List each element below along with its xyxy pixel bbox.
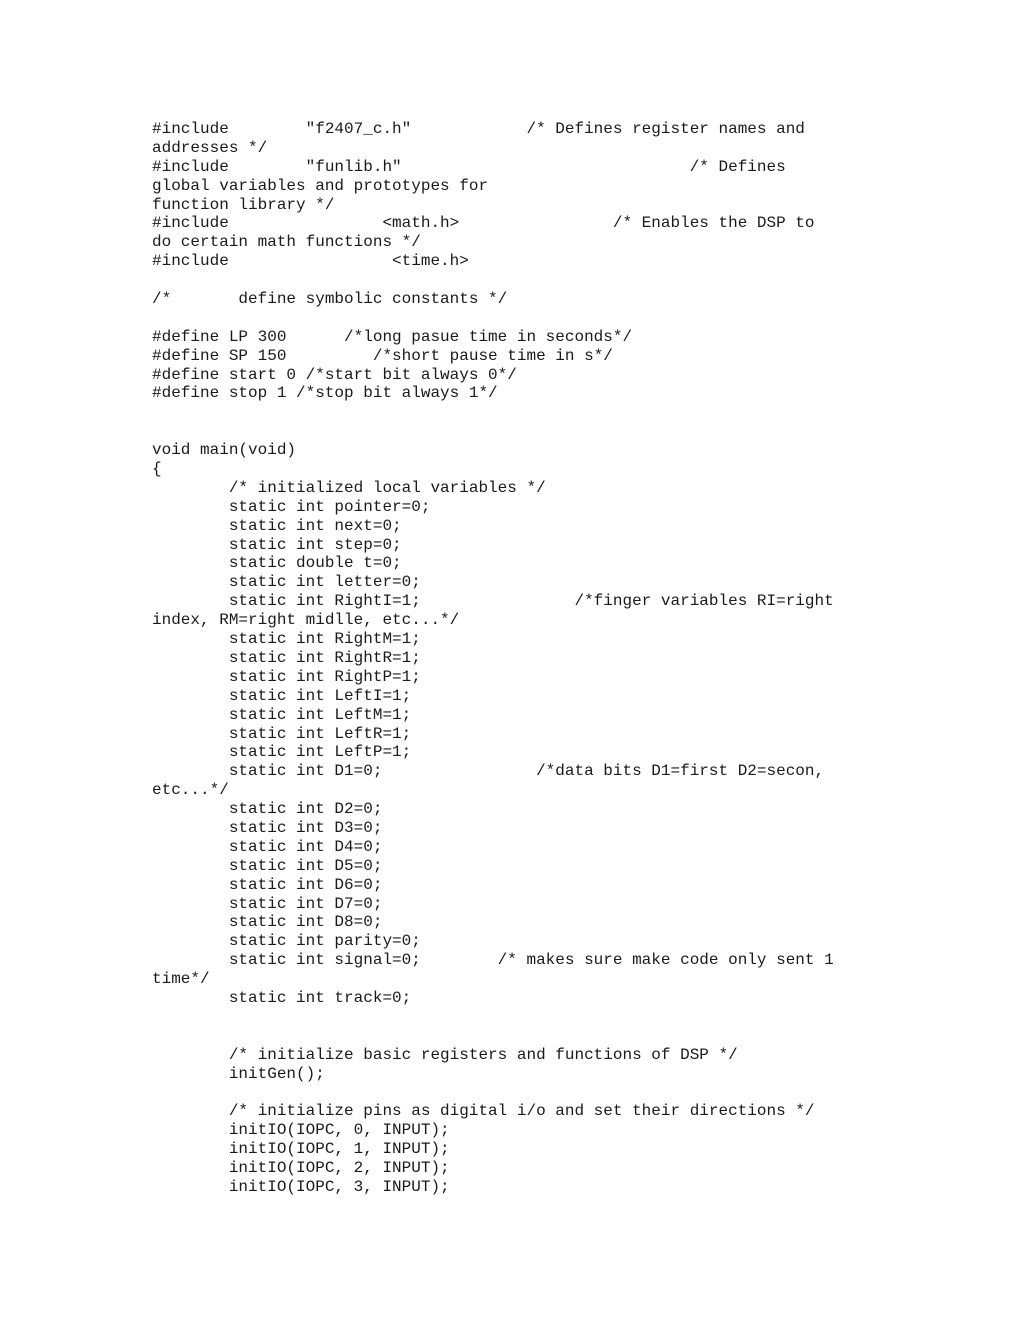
code-line: static int step=0;: [152, 535, 402, 554]
code-line: static int D7=0;: [152, 894, 383, 913]
code-line: [152, 403, 892, 422]
code-line: [152, 271, 892, 290]
code-line: static int LeftM=1;: [152, 705, 412, 724]
code-line: do certain math functions */: [152, 233, 421, 252]
code-line: static int RightM=1;: [152, 630, 421, 649]
code-line: [152, 1083, 892, 1102]
code-line: #include "funlib.h" /* Defines: [152, 157, 786, 176]
code-line: #include "f2407_c.h" /* Defines register names and: [152, 120, 805, 138]
code-line: etc...*/: [152, 781, 229, 800]
code-line: static int signal=0; /* makes sure make code only sent 1: [152, 951, 834, 970]
code-line: static int RightP=1;: [152, 667, 421, 686]
code-line: [152, 1027, 892, 1046]
code-line: function library */: [152, 195, 335, 214]
code-line: #include <time.h>: [152, 252, 469, 271]
code-line: static double t=0;: [152, 554, 402, 573]
code-line: #define SP 150 /*short pause time in s*/: [152, 346, 613, 365]
code-line: initIO(IOPC, 2, INPUT);: [152, 1158, 450, 1177]
code-line: static int LeftP=1;: [152, 743, 412, 762]
code-line: initIO(IOPC, 1, INPUT);: [152, 1140, 450, 1159]
code-line: #define start 0 /*start bit always 0*/: [152, 365, 517, 384]
code-line: static int track=0;: [152, 988, 412, 1007]
code-line: static int LeftR=1;: [152, 724, 412, 743]
code-line: static int RightR=1;: [152, 648, 421, 667]
code-line: initIO(IOPC, 0, INPUT);: [152, 1121, 450, 1140]
code-line: #include <math.h> /* Enables the DSP to: [152, 214, 815, 233]
code-line: void main(void): [152, 441, 297, 460]
code-line: static int LeftI=1;: [152, 686, 412, 705]
code-line: static int next=0;: [152, 516, 402, 535]
code-line: [152, 422, 892, 441]
code-line: static int D1=0; /*data bits D1=first D2=secon,: [152, 762, 825, 781]
code-line: static int pointer=0;: [152, 497, 431, 516]
code-listing: [152, 120, 892, 1197]
code-line: static int RightI=1; /*finger variables RI=right: [152, 592, 834, 611]
code-line: static int parity=0;: [152, 932, 421, 951]
code-line: [152, 309, 892, 328]
code-line: static int D3=0;: [152, 818, 383, 837]
code-line: #define LP 300 /*long pasue time in seconds*/: [152, 327, 633, 346]
code-line: addresses */: [152, 138, 268, 157]
code-line: index, RM=right midlle, etc...*/: [152, 611, 460, 630]
code-line: time*/: [152, 970, 210, 989]
code-line: initIO(IOPC, 3, INPUT);: [152, 1177, 450, 1196]
code-line: static int letter=0;: [152, 573, 421, 592]
code-line: #define stop 1 /*stop bit always 1*/: [152, 384, 498, 403]
code-line: /* initialize pins as digital i/o and set their directions */: [152, 1102, 815, 1121]
code-line: global variables and prototypes for: [152, 176, 489, 195]
code-line: /* initialize basic registers and functions of DSP */: [152, 1045, 738, 1064]
code-line: initGen();: [152, 1064, 325, 1083]
code-line: static int D6=0;: [152, 875, 383, 894]
code-line: [152, 1008, 892, 1027]
code-line: static int D4=0;: [152, 837, 383, 856]
code-line: /* define symbolic constants */: [152, 290, 508, 309]
code-line: static int D5=0;: [152, 856, 383, 875]
code-line: /* initialized local variables */: [152, 478, 546, 497]
code-line: static int D2=0;: [152, 800, 383, 819]
code-line: {: [152, 460, 162, 479]
code-line: static int D8=0;: [152, 913, 383, 932]
